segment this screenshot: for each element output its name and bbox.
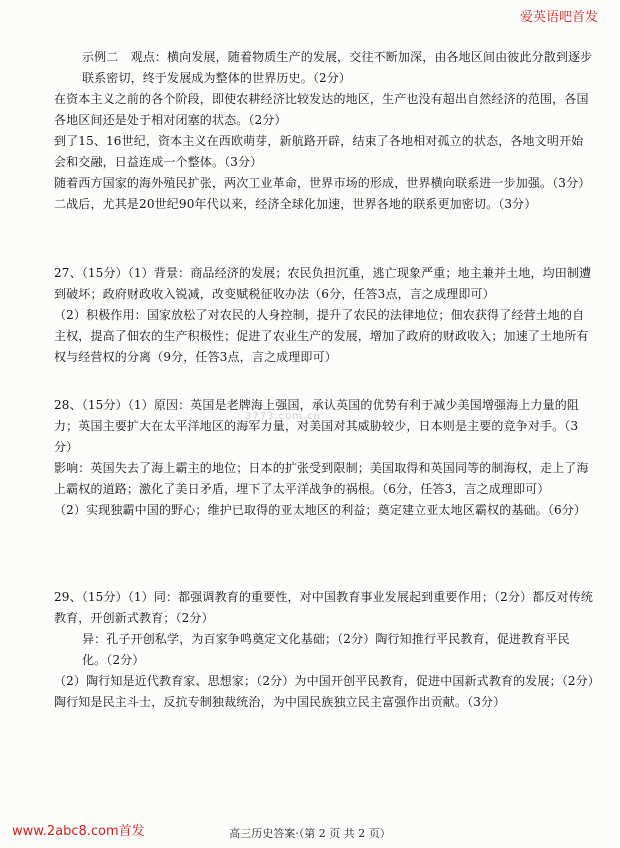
question-29-block (54, 587, 594, 713)
question-27-part-1: 27、（15分）（1）背景：商品经济的发展；农民负担沉重，逃亡现象严重；地主兼并土地，均田制遭到破坏；政府财政收入锐减，改变赋税征收办法（6分，任答3点，言之成理即可） (54, 266, 592, 301)
page-footer: 高三历史答案·（第 2 页 共 2 页） (229, 827, 391, 840)
center-watermark: 3773.com.cn (245, 411, 321, 422)
question-27-block (54, 263, 594, 368)
example-two-block (54, 47, 594, 215)
example-two-paragraph: 到了15、16世纪，资本主义在西欧萌芽，新航路开辟，结束了各地相对孤立的状态，各地文明开始会和交融，日益连成一个整体。（3分） (54, 134, 584, 169)
question-29-difference: 异：孔子开创私学，为百家争鸣奠定文化基础；（2分）陶行知推行平民教育，促进教育平民化。（2分） (82, 632, 570, 667)
question-28-impact: 影响：英国失去了海上霸主的地位；日本的扩张受到限制；美国取得和英国同等的制海权，走上了海上霸权的道路；激化了美日矛盾，埋下了太平洋战争的祸根。（6分，任答3，言之成理即可） (54, 461, 589, 496)
question-29-similarity: 29、（15分）（1）同：都强调教育的重要性，对中国教育事业发展起到重要作用；（2分）都反对传统教育，开创新式教育；（2分） (54, 590, 594, 625)
question-29-part-2: （2）陶行知是近代教育家、思想家；（2分）为中国开创平民教育，促进中国新式教育的发展；（2分）陶行知是民主斗士，反抗专制独裁统治，为中国民族独立民主富强作出贡献。（3分） (54, 674, 594, 709)
example-two-viewpoint: 示例二 观点：横向发展，随着物质生产的发展，交往不断加深，由各地区间由彼此分散到逐步联系密切，终于发展成为整体的世界历史。（2分） (82, 50, 593, 85)
question-27-part-2: （2）积极作用：国家放松了对农民的人身控制，提升了农民的法律地位；佃农获得了经营土地的自主权，提高了佃农的生产积极性；促进了农业生产的发展，增加了政府的财政收入；加速了土地所有权与经营权的分离（9分，任答3点，言之成理即可） (54, 308, 589, 364)
question-28-block (54, 395, 594, 521)
bottom-left-watermark: www.2abc8.com首发 (12, 824, 145, 839)
top-right-watermark: 爱英语吧首发 (519, 10, 598, 25)
example-two-paragraph: 随着西方国家的海外殖民扩张，两次工业革命，世界市场的形成，世界横向联系进一步加强。（3分） (54, 176, 591, 190)
question-28-part-2: （2）实现独霸中国的野心；维护已取得的亚太地区的利益；奠定建立亚太地区霸权的基础。（6分） (54, 503, 587, 517)
question-28-reason: 28、（15分）（1）原因：英国是老牌海上强国，承认英国的优势有利于减少美国增强海上力量的阻力；英国主要扩大在太平洋地区的海军力量，对美国对其威胁较少，日本则是主要的竞争对手。（3分） (54, 398, 580, 454)
example-two-paragraph: 二战后，尤其是20世纪90年代以来，经济全球化加速，世界各地的联系更加密切。（3分） (54, 197, 537, 211)
example-two-paragraph: 在资本主义之前的各个阶段，即使农耕经济比较发达的地区，生产也没有超出自然经济的范围，各国各地区间还是处于相对闭塞的状态。（2分） (54, 92, 589, 127)
